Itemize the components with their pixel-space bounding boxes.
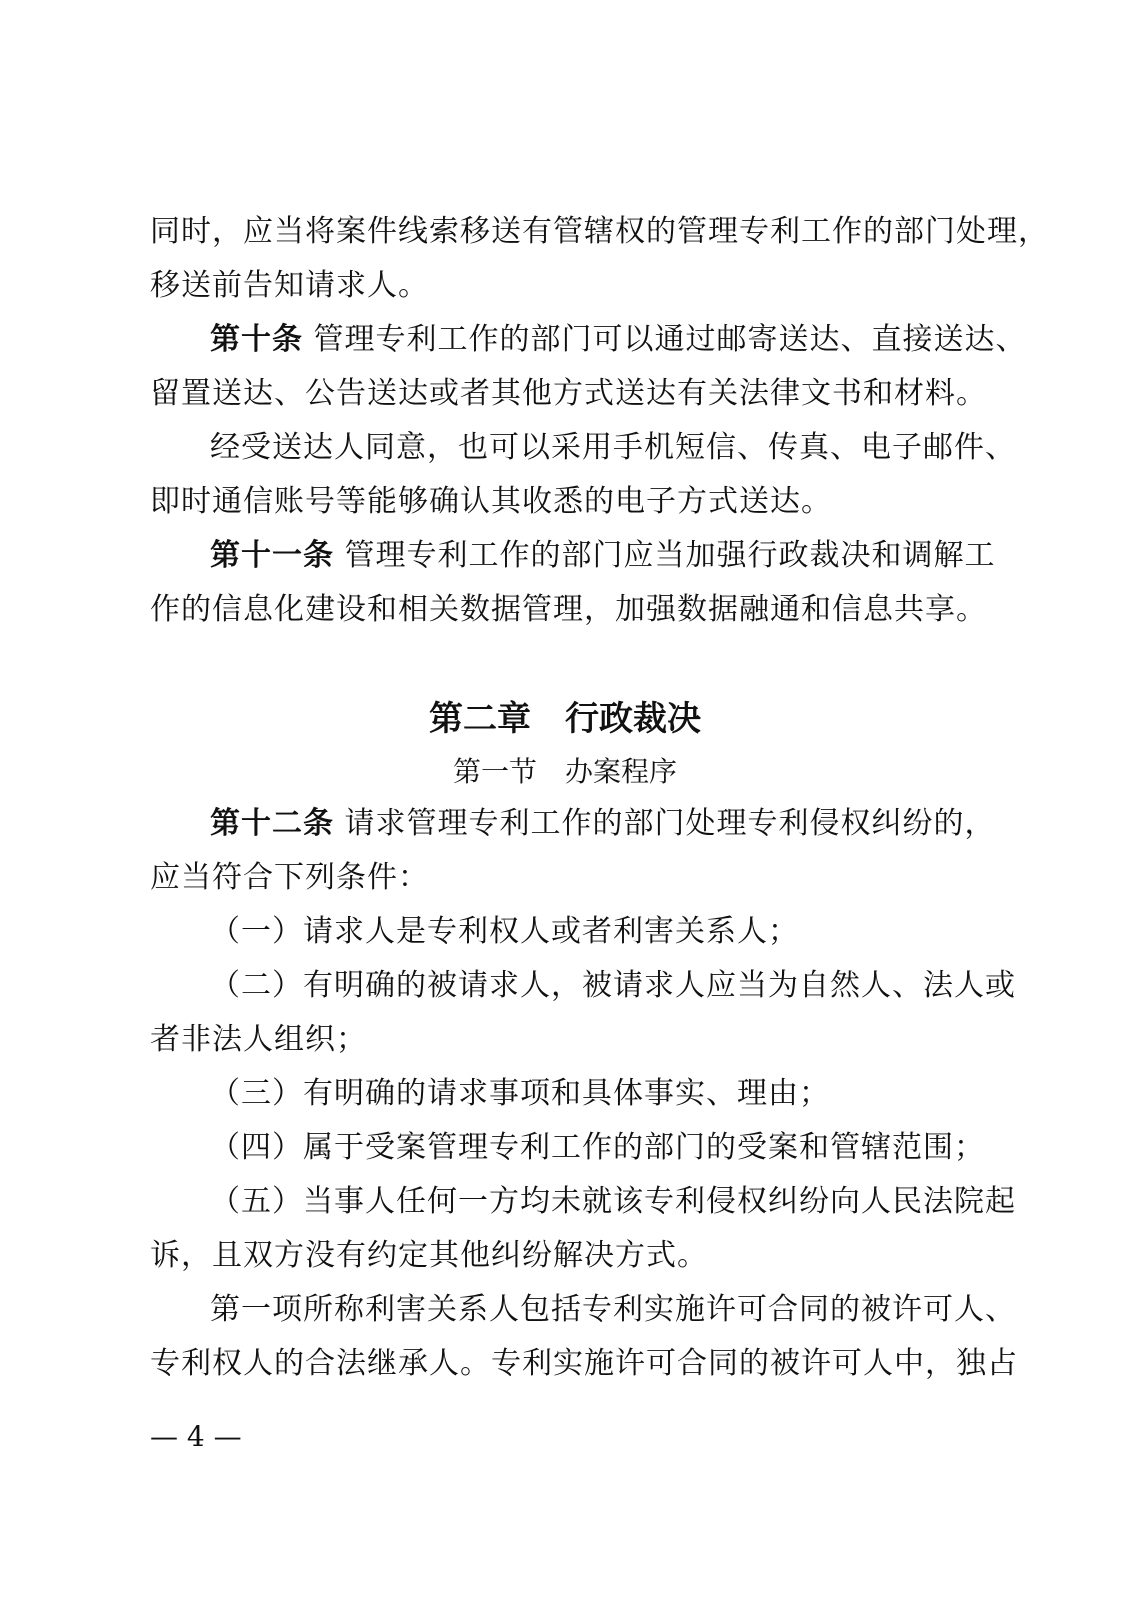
article10-text1: 管理专利工作的部门可以通过邮寄送达、直接送达、 [303,322,1027,357]
article11-line1 [150,529,996,583]
article10-line2: 留置送达、公告送达或者其他方式送达有关法律文书和材料。 [150,376,987,411]
article12-text1: 请求管理专利工作的部门处理专利侵权纠纷的， [334,806,996,841]
closing-line2: 专利权人的合法继承人。专利实施许可合同的被许可人中，独占 [150,1346,1018,1381]
article12-label: 第十二条 [210,806,334,841]
article11-label: 第十一条 [210,538,334,573]
condition-3: （三）有明确的请求事项和具体事实、理由； [210,1076,830,1111]
article10-line1 [150,313,1027,367]
condition-1: （一）请求人是专利权人或者利害关系人； [210,914,799,949]
para1-line2: 移送前告知请求人。 [150,268,429,303]
para1-line1: 同时，应当将案件线索移送有管辖权的管理专利工作的部门处理， [150,214,1049,249]
closing-line1: 第一项所称利害关系人包括专利实施许可合同的被许可人、 [210,1292,1016,1327]
article10-label: 第十条 [210,322,303,357]
condition-5-line1: （五）当事人任何一方均未就该专利侵权纠纷向人民法院起 [210,1184,1016,1219]
para3-line2: 即时通信账号等能够确认其收悉的电子方式送达。 [150,484,832,519]
condition-5-line2: 诉，且双方没有约定其他纠纷解决方式。 [150,1238,708,1273]
section-title: 第一节 办案程序 [452,755,677,788]
condition-2-line1: （二）有明确的被请求人，被请求人应当为自然人、法人或 [210,968,1016,1003]
condition-2-line2: 者非法人组织； [150,1022,367,1057]
article12-line1 [150,797,996,851]
document-body [150,205,1049,1391]
condition-4: （四）属于受案管理专利工作的部门的受案和管辖范围； [210,1130,985,1165]
article11-line2: 作的信息化建设和相关数据管理，加强数据融通和信息共享。 [150,592,987,627]
chapter-title: 第二章 行政裁决 [429,699,701,739]
article11-text1: 管理专利工作的部门应当加强行政裁决和调解工 [334,538,996,573]
page-number: — 4 — [150,1420,242,1453]
para3-line1: 经受送达人同意，也可以采用手机短信、传真、电子邮件、 [210,430,1016,465]
article12-line2: 应当符合下列条件： [150,860,429,895]
